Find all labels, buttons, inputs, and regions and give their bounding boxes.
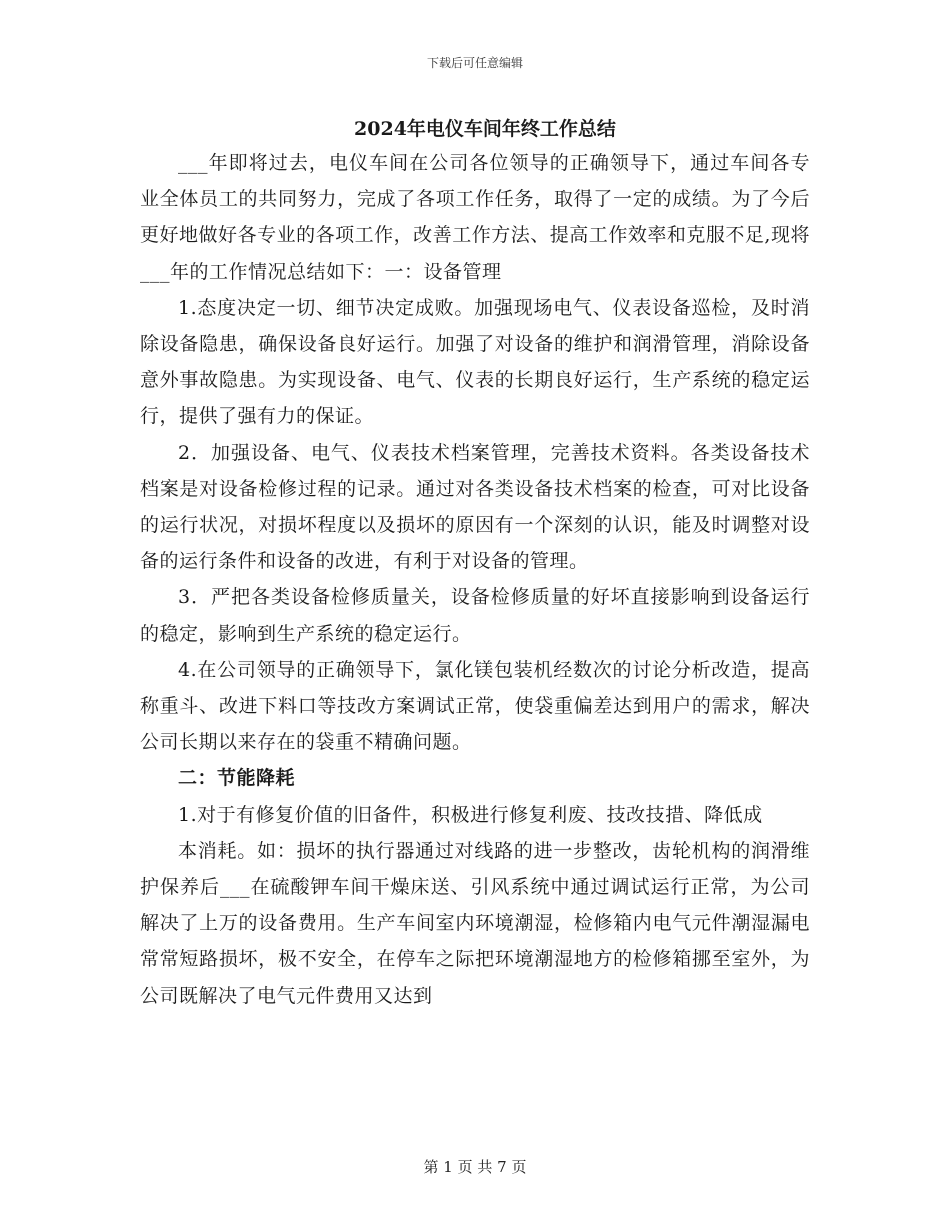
section-heading-energy-saving: 二：节能降耗 bbox=[178, 767, 296, 790]
paragraph-item-3: 3．严把各类设备检修质量关，设备检修质量的好坏直接影响到设备运行的稳定，影响到生产系统的稳定运行。 bbox=[140, 586, 810, 645]
document-title: 2024年电仪车间年终工作总结 bbox=[354, 118, 616, 140]
header-note: 下载后可任意编辑 bbox=[426, 56, 523, 70]
intro-paragraph: ___年即将过去，电仪车间在公司各位领导的正确领导下，通过车间各专业全体员工的共同努力，完成了各项工作任务，取得了一定的成绩。为了今后更好地做好各专业的各项工作，改善工作方法、提高工作效率和克服不足,现将___年的工作情况总结如下：一：设备管理 bbox=[140, 152, 810, 283]
paragraph-item-1: 1.态度决定一切、细节决定成败。加强现场电气、仪表设备巡检，及时消除设备隐患，确保设备良好运行。加强了对设备的维护和润滑管理，消除设备意外事故隐患。为实现设备、电气、仪表的长期良好运行，生产系统的稳定运行，提供了强有力的保证。 bbox=[140, 296, 810, 428]
page-number: 第 1 页 共 7 页 bbox=[423, 1158, 527, 1176]
paragraph-item-2: 2．加强设备、电气、仪表技术档案管理，完善技术资料。各类设备技术档案是对设备检修过程的记录。通过对各类设备技术档案的检查，可对比设备的运行状况，对损坏程度以及损坏的原因有一个深刻的认识，能及时调整对设备的运行条件和设备的改进，有利于对设备的管理。 bbox=[140, 441, 810, 573]
paragraph-item-4: 4.在公司领导的正确领导下，氯化镁包装机经数次的讨论分析改造，提高称重斗、改进下料口等技改方案调试正常，使袋重偏差达到用户的需求，解决公司长期以来存在的袋重不精确问题。 bbox=[140, 658, 810, 754]
section2-paragraph-1: 1.对于有修复价值的旧备件，积极进行修复利废、技改技措、降低成 bbox=[178, 803, 763, 826]
document-body bbox=[140, 145, 810, 1014]
section2-paragraph-2: 本消耗。如：损坏的执行器通过对线路的进一步整改，齿轮机构的润滑维护保养后___在硫酸钾车间干燥床送、引风系统中通过调试运行正常，为公司解决了上万的设备费用。生产车间室内环境潮湿，检修箱内电气元件潮湿漏电常常短路损坏，极不安全，在停车之际把环境潮湿地方的检修箱挪至室外，为公司既解决了电气元件费用又达到 bbox=[140, 839, 810, 1007]
